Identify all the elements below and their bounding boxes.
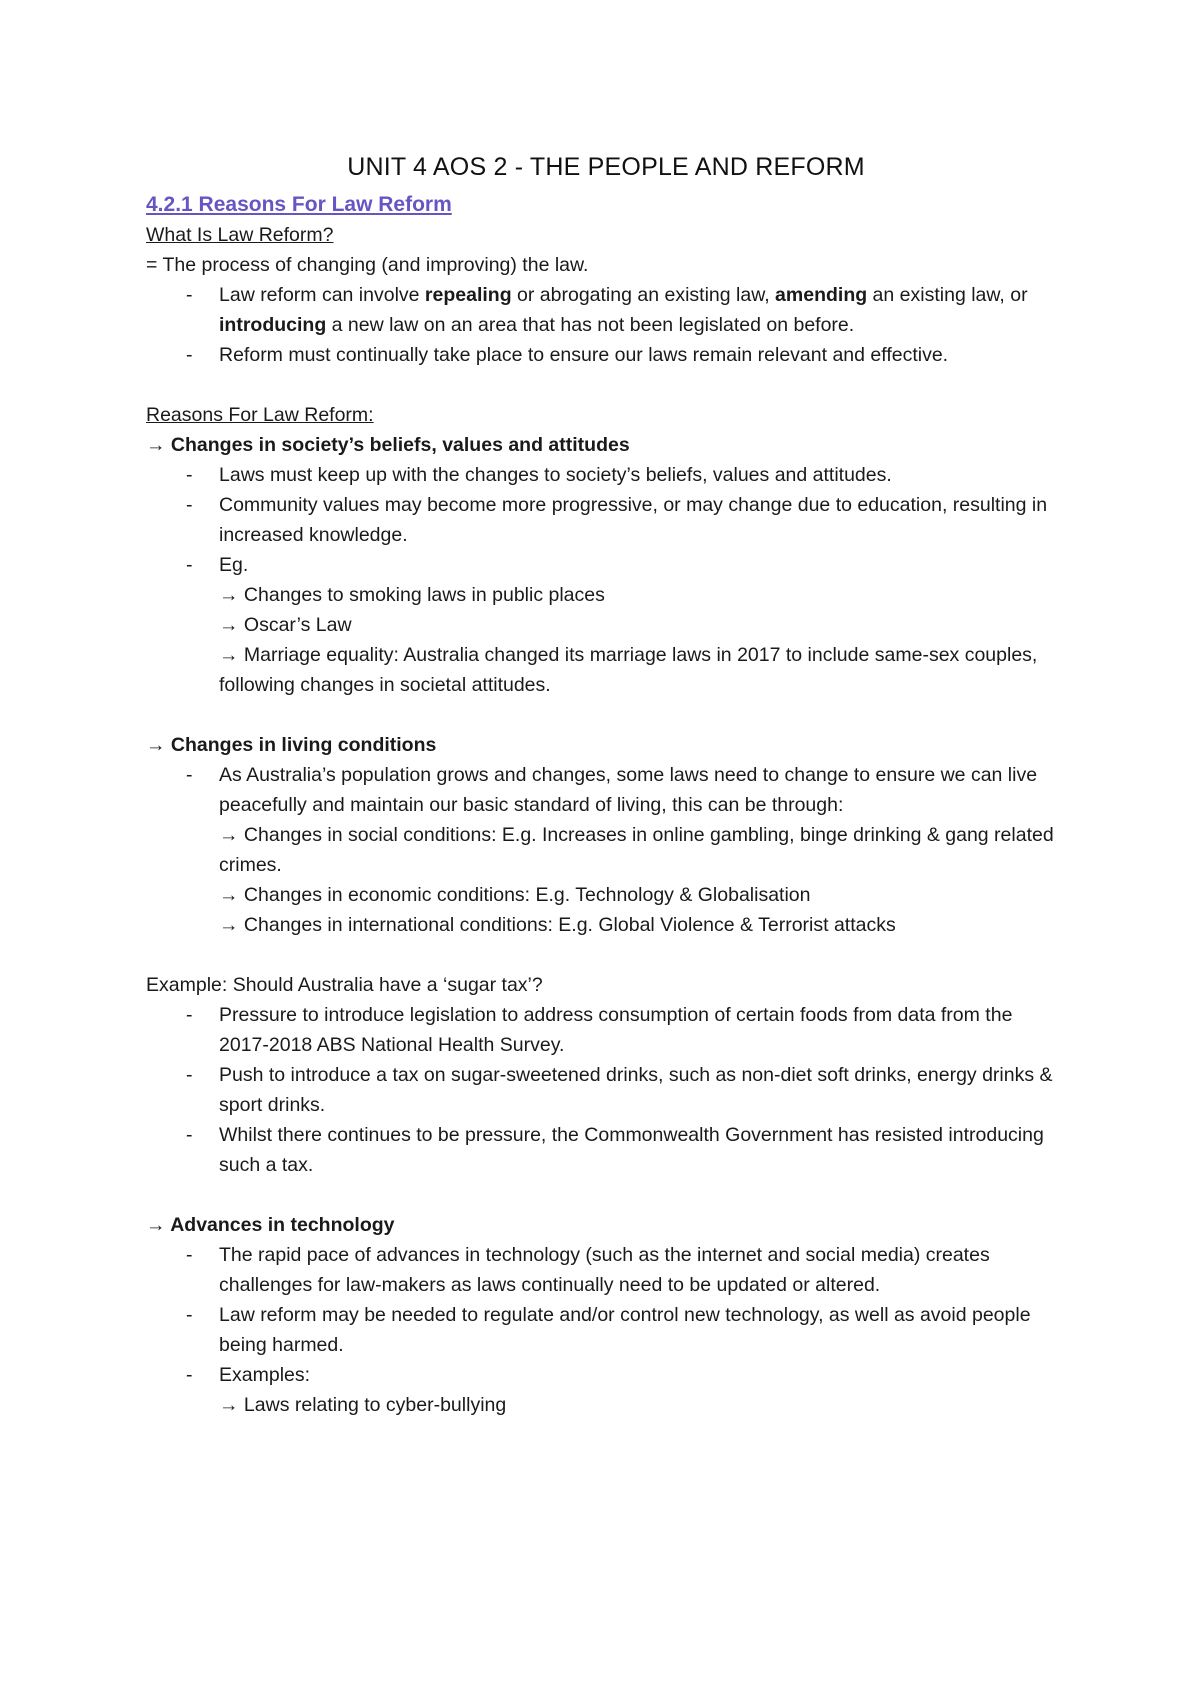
bold-term-introducing: introducing (219, 314, 327, 336)
document-title: UNIT 4 AOS 2 - THE PEOPLE AND REFORM (347, 153, 865, 181)
bold-term-repealing: repealing (424, 284, 512, 306)
bullet-dash: - (186, 1124, 193, 1146)
list-item-text: The rapid pace of advances in technology (such as the internet and social media) creates challenges for law-makers as laws continually need to be updated or altered. (219, 1244, 990, 1296)
list-item (146, 1300, 1066, 1360)
list-item-text: Whilst there continues to be pressure, the Commonwealth Government has resisted introducing such a tax. (219, 1124, 1044, 1176)
subheading-reasons: Reasons For Law Reform: (146, 404, 374, 426)
spacer (146, 1180, 1066, 1210)
list-item (146, 760, 1066, 940)
list-item-text: As Australia’s population grows and changes, some laws need to change to ensure we can live peacefully and maintain our basic standard of living, this can be through: (219, 764, 1038, 816)
example-item: → Changes in economic conditions: E.g. Technology & Globalisation (219, 884, 811, 906)
list-item (146, 1000, 1066, 1060)
example-item: → Changes in social conditions: E.g. Increases in online gambling, binge drinking & gang related crimes. (219, 824, 1054, 876)
eg-label: Eg. (219, 554, 249, 576)
list-item (146, 280, 1066, 340)
list-item (146, 1360, 1066, 1420)
list-item (146, 1120, 1066, 1180)
example-item: → Changes in international conditions: E.g. Global Violence & Terrorist attacks (219, 914, 896, 936)
list-item (146, 490, 1066, 550)
list-item (146, 460, 1066, 490)
bullet-dash: - (186, 1004, 193, 1026)
example-item: → Laws relating to cyber-bullying (219, 1394, 507, 1416)
bullet-dash: - (186, 1364, 193, 1386)
bullet-dash: - (186, 1304, 193, 1326)
subheading-what-is-law-reform: What Is Law Reform? (146, 224, 334, 246)
list-item-text: Push to introduce a tax on sugar-sweetened drinks, such as non-diet soft drinks, energy drinks & sport drinks. (219, 1064, 1053, 1116)
list-item-text: Laws must keep up with the changes to society’s beliefs, values and attitudes. (219, 464, 892, 486)
list-item-text: Law reform may be needed to regulate and/or control new technology, as well as avoid people being harmed. (219, 1304, 1031, 1356)
list-item-text: Reform must continually take place to ensure our laws remain relevant and effective. (219, 344, 949, 366)
bullet-dash: - (186, 1244, 193, 1266)
example-item: → Oscar’s Law (219, 614, 352, 636)
list-item-text: Law reform can involve (219, 284, 425, 306)
reason-heading-technology: → Advances in technology (146, 1214, 395, 1236)
list-item-text: a new law on an area that has not been legislated on before. (326, 314, 855, 336)
list-item-text: an existing law, or (867, 284, 1028, 306)
list-item-text: or abrogating an existing law, (511, 284, 776, 306)
definition-text: = The process of changing (and improving) the law. (146, 254, 589, 276)
bullet-dash: - (186, 464, 193, 486)
spacer (146, 370, 1066, 400)
list-item (146, 1060, 1066, 1120)
spacer (146, 700, 1066, 730)
section-heading: 4.2.1 Reasons For Law Reform (146, 193, 452, 216)
list-item-text: Community values may become more progressive, or may change due to education, resulting in increased knowledge. (219, 494, 1048, 546)
bullet-dash: - (186, 1064, 193, 1086)
document-body (146, 150, 1066, 1420)
reason-heading-beliefs: → Changes in society’s beliefs, values and attitudes (146, 434, 630, 456)
bullet-dash: - (186, 764, 193, 786)
list-item (146, 1240, 1066, 1300)
bullet-dash: - (186, 344, 193, 366)
bullet-dash: - (186, 554, 193, 576)
examples-label: Examples: (219, 1364, 311, 1386)
list-item (146, 550, 1066, 700)
bullet-dash: - (186, 494, 193, 516)
spacer (146, 940, 1066, 970)
list-item-text: Pressure to introduce legislation to address consumption of certain foods from data from the 2017-2018 ABS National Health Survey. (219, 1004, 1013, 1056)
bullet-dash: - (186, 284, 193, 306)
example-heading-sugar-tax: Example: Should Australia have a ‘sugar tax’? (146, 974, 543, 996)
reason-heading-living-conditions: → Changes in living conditions (146, 734, 437, 756)
example-item: → Marriage equality: Australia changed its marriage laws in 2017 to include same-sex couples, following changes in societal attitudes. (219, 644, 1038, 696)
list-item (146, 340, 1066, 370)
bold-term-amending: amending (775, 284, 868, 306)
example-item: → Changes to smoking laws in public places (219, 584, 605, 606)
